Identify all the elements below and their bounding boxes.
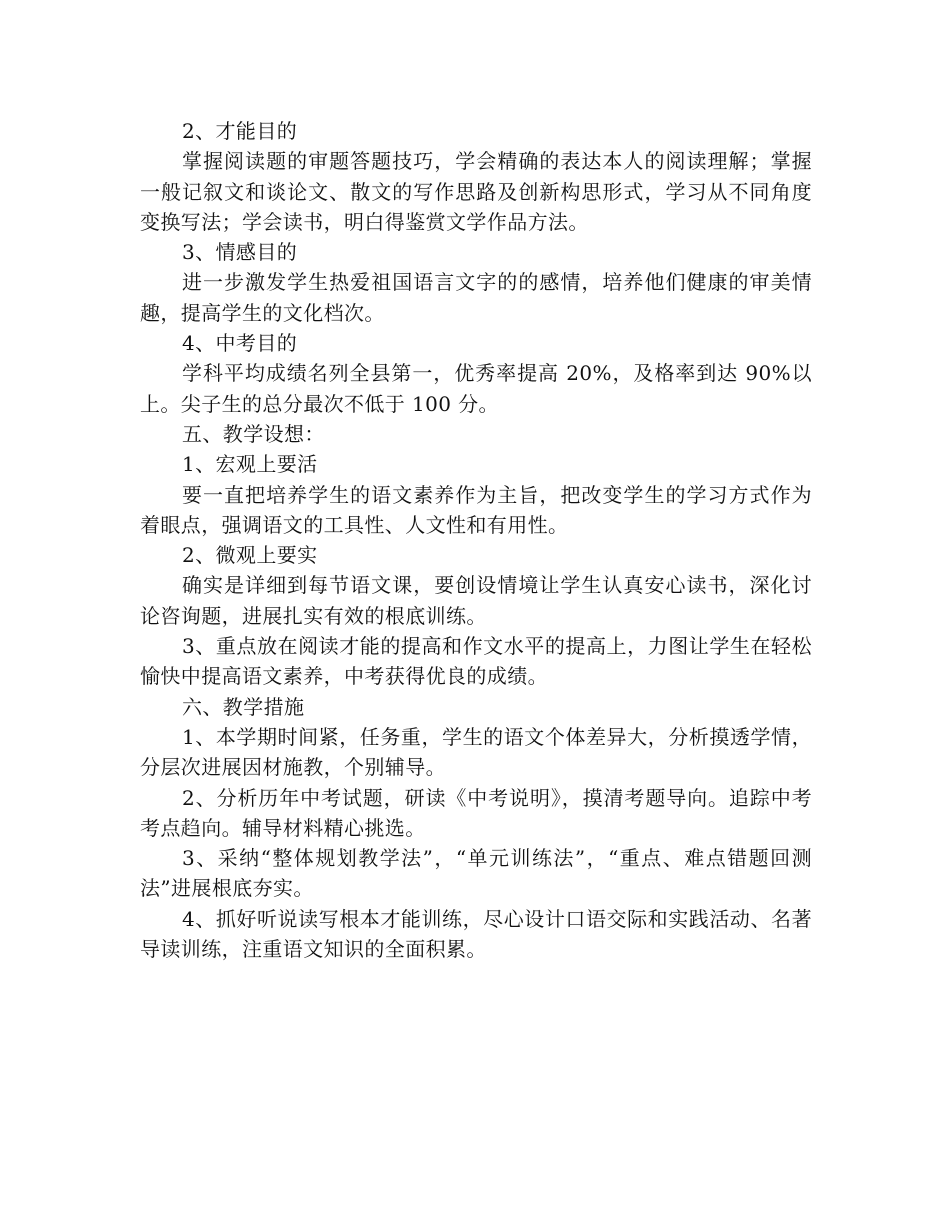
paragraph-subheading: 3、情感目的 <box>182 240 298 265</box>
paragraph: 1、本学期时间紧，任务重，学生的语文个体差异大，分析摸透学情，分层次进展因材施教，个别辅导。 <box>140 724 812 780</box>
paragraph: 3、重点放在阅读才能的提高和作文水平的提高上，力图让学生在轻松愉快中提高语文素养，中考获得优良的成绩。 <box>140 634 812 689</box>
paragraph: 学科平均成绩名列全县第一，优秀率提高 20%，及格率到达 90%以上。尖子生的总分最次不低于 100 分。 <box>140 361 812 416</box>
paragraph-subheading: 2、微观上要实 <box>182 543 318 568</box>
section-heading: 五、教学设想： <box>182 421 325 446</box>
paragraph-subheading: 1、宏观上要活 <box>182 452 318 477</box>
paragraph: 确实是详细到每节语文课，要创设情境让学生认真安心读书，深化讨论咨询题，进展扎实有效的根底训练。 <box>140 573 812 628</box>
paragraph-subheading: 4、中考目的 <box>182 331 298 356</box>
paragraph-subheading: 2、才能目的 <box>182 119 298 143</box>
paragraph: 2、分析历年中考试题，研读《中考说明》，摸清考题导向。追踪中考考点趋向。辅导材料精心挑选。 <box>140 785 812 840</box>
document-body <box>140 116 812 964</box>
section-heading: 六、教学措施 <box>182 694 305 719</box>
paragraph: 3、采纳“整体规划教学法”，“单元训练法”，“重点、难点错题回测法”进展根底夯实。 <box>140 846 812 901</box>
paragraph: 掌握阅读题的审题答题技巧，学会精确的表达本人的阅读理解；掌握一般记叙文和谈论文、散文的写作思路及创新构思形式，学习从不同角度变换写法；学会读书，明白得鉴赏文学作品方法。 <box>140 149 812 234</box>
paragraph: 4、抓好听说读写根本才能训练，尽心设计口语交际和实践活动、名著导读训练，注重语文知识的全面积累。 <box>140 906 812 962</box>
paragraph: 进一步激发学生热爱祖国语言文字的的感情，培养他们健康的审美情趣，提高学生的文化档次。 <box>140 270 812 325</box>
paragraph: 要一直把培养学生的语文素养作为主旨，把改变学生的学习方式作为着眼点，强调语文的工具性、人文性和有用性。 <box>140 482 812 537</box>
